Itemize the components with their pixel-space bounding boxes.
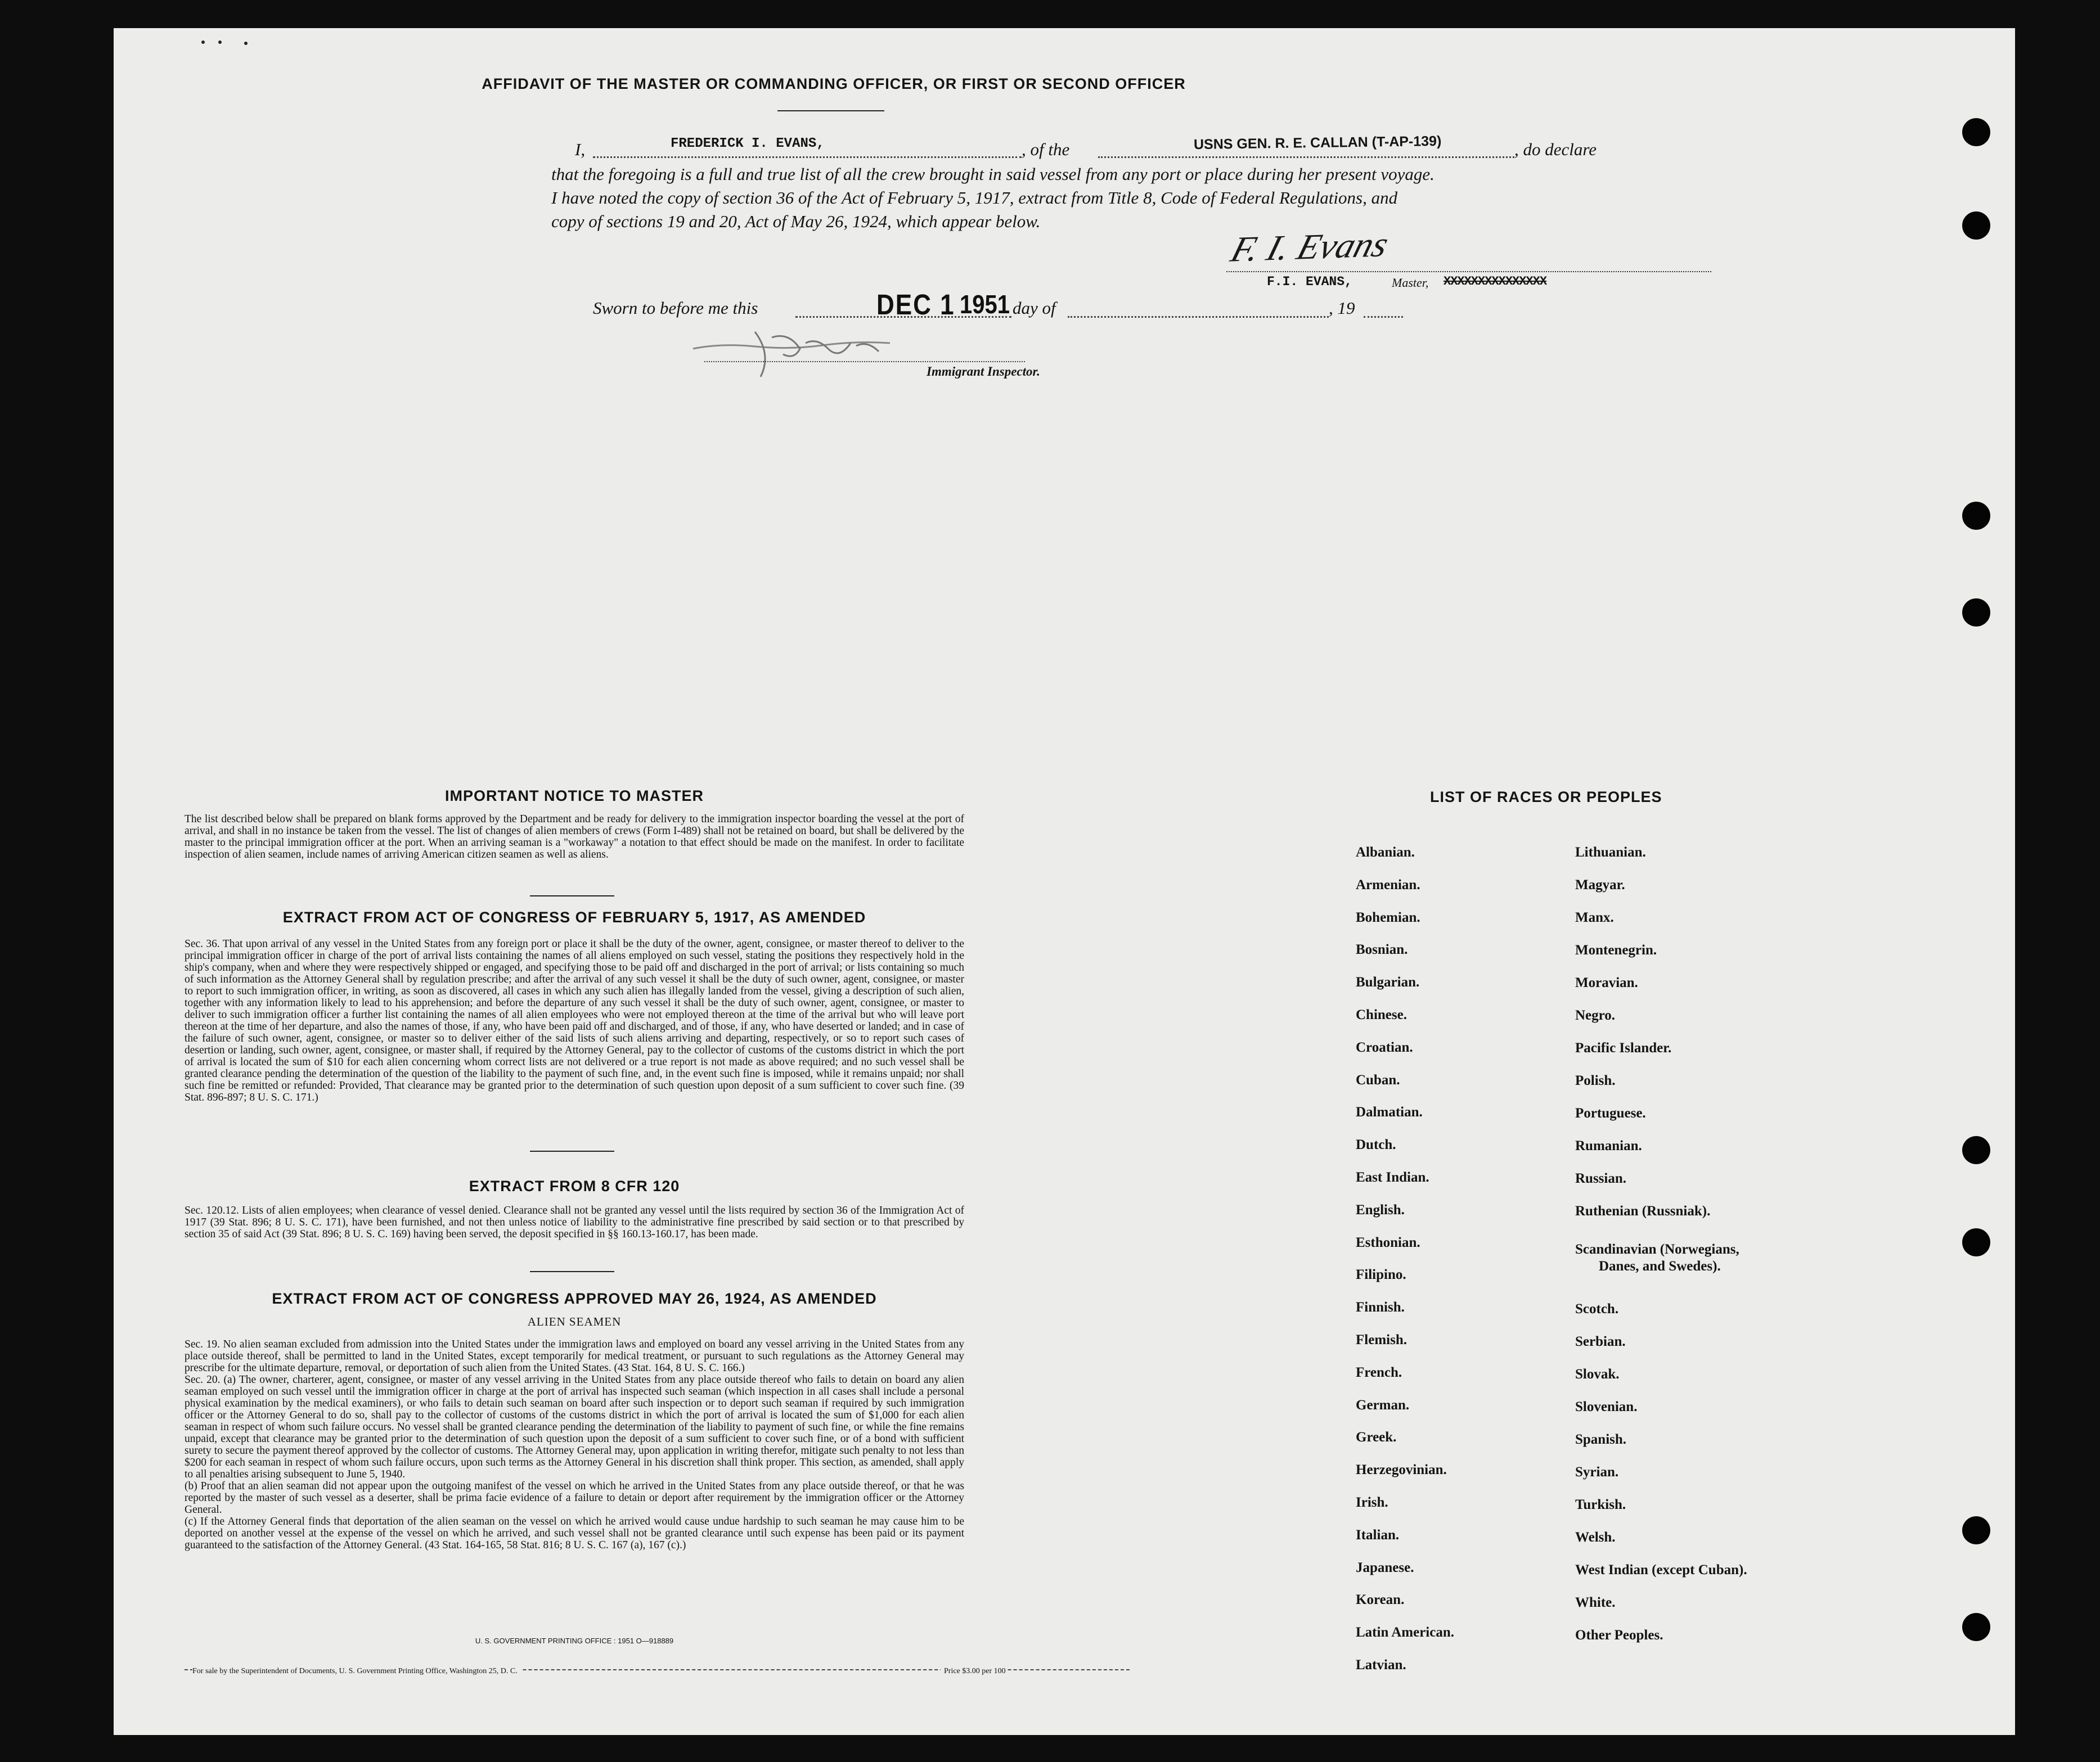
- scan-speck: [218, 40, 222, 44]
- extract-1924-text: [185, 1339, 964, 1551]
- year-line: [1364, 316, 1403, 318]
- binder-hole: [1962, 1228, 1990, 1256]
- race-item: Danes, and Swedes).: [1599, 1259, 1721, 1274]
- binder-hole: [1962, 118, 1990, 146]
- cfr-heading: EXTRACT FROM 8 CFR 120: [469, 1178, 680, 1195]
- affidavit-line-4: copy of sections 19 and 20, Act of May 26, 1924, which appear below.: [551, 211, 1041, 231]
- race-item: Rumanian.: [1575, 1138, 1642, 1153]
- race-item: Slovenian.: [1575, 1399, 1638, 1414]
- name-line: [593, 156, 1022, 158]
- notice-text: The list described below shall be prepared on blank forms approved by the Department and be ready for delivery to the immigration inspector boarding the vessel at the port of arrival, and shall in no instance be taken from the vessel. The list of changes of alien members of crews (Form I-489) shall not be retained on board, but shall be delivered by the master to the principal immigration officer at the port. When an arriving seaman is a "workaway" a notation to that effect should be made on the manifest. In order to facilitate inspection of alien seamen, include names of arriving American citizen seamen as well as aliens.: [185, 813, 964, 860]
- extract-1924-heading: EXTRACT FROM ACT OF CONGRESS APPROVED MAY 26, 1924, AS AMENDED: [272, 1290, 877, 1307]
- sec-20b-text: (b) Proof that an alien seaman did not appear upon the outgoing manifest of the vessel on which he arrived in the United States from any place outside thereof, or that he was reported by the master of such vessel as a deserter, shall be prima facie evidence of a failure to detain or deport after requirement by the immigration officer or the Attorney General.: [185, 1480, 964, 1516]
- race-item: Flemish.: [1356, 1332, 1407, 1348]
- race-item: Latin American.: [1356, 1625, 1454, 1641]
- race-item: English.: [1356, 1202, 1405, 1218]
- do-declare-label: , do declare: [1514, 139, 1597, 159]
- stamp-date: DEC 1: [876, 289, 955, 321]
- race-item: Pacific Islander.: [1575, 1040, 1672, 1056]
- scan-speck: [244, 42, 248, 45]
- signer-typed: F.I. EVANS,: [1267, 274, 1352, 289]
- affidavit-line-2: that the foregoing is a full and true list of all the crew brought in said vessel from any port or place during her present voyage.: [551, 164, 1435, 184]
- race-item: East Indian.: [1356, 1170, 1429, 1185]
- vessel-name: USNS GEN. R. E. CALLAN (T-AP-139): [1193, 133, 1442, 153]
- race-item: French.: [1356, 1364, 1402, 1380]
- notice-rule: [530, 895, 614, 896]
- binder-hole: [1962, 211, 1990, 240]
- race-item: Herzegovinian.: [1356, 1462, 1447, 1478]
- race-item: Moravian.: [1575, 975, 1638, 990]
- day-of-label: day of: [1013, 298, 1056, 318]
- alien-seamen-subheading: ALIEN SEAMEN: [527, 1315, 622, 1328]
- sec-19-text: Sec. 19. No alien seaman excluded from admission into the United States under the immigration laws and employed on board any vessel arriving in the United States from any place outside thereof, shall be permitted to land in the United States, except temporarily for medical treatment, or pursuant to such regulations as the Attorney General may prescribe for the ultimate departure, removal, or deportation of such alien from the United States. (43 Stat. 164, 8 U. S. C. 166.): [185, 1339, 964, 1374]
- master-label: Master,: [1392, 276, 1429, 290]
- race-item: Manx.: [1575, 910, 1614, 925]
- notice-heading: IMPORTANT NOTICE TO MASTER: [445, 787, 704, 804]
- cfr-text: Sec. 120.12. Lists of alien employees; when clearance of vessel denied. Clearance shall not be granted any vessel until the lists required by section 36 of the Immigration Act of 1917 (39 Stat. 896; 8 U. S. C. 171), have been furnished, and not then unless notice of liability to the administrative fine prescribed by said section or to that prescribed by section 35 of said Act (39 Stat. 896; 8 U. S. C. 169) having been served, the deposit specified in §§ 160.13-160.17, has been made.: [185, 1205, 964, 1240]
- race-item: Syrian.: [1575, 1464, 1619, 1480]
- binder-hole: [1962, 1613, 1990, 1641]
- race-item: Serbian.: [1575, 1334, 1626, 1349]
- binder-hole: [1962, 502, 1990, 530]
- race-item: Italian.: [1356, 1527, 1400, 1543]
- race-item: Dalmatian.: [1356, 1105, 1423, 1120]
- document-page: [114, 28, 2015, 1735]
- race-item: Irish.: [1356, 1495, 1388, 1510]
- binder-hole: [1962, 598, 1990, 627]
- race-item: Spanish.: [1575, 1432, 1627, 1447]
- extract-1917-heading: EXTRACT FROM ACT OF CONGRESS OF FEBRUARY 5, 1917, AS AMENDED: [282, 909, 866, 926]
- race-item: Chinese.: [1356, 1007, 1407, 1022]
- race-item: Japanese.: [1356, 1560, 1414, 1575]
- race-item: Scandinavian (Norwegians,: [1575, 1242, 1739, 1257]
- binder-hole: [1962, 1136, 1990, 1164]
- race-item: Dutch.: [1356, 1137, 1396, 1153]
- master-name: FREDERICK I. EVANS,: [671, 136, 825, 151]
- race-item: Ruthenian (Russniak).: [1575, 1204, 1711, 1219]
- race-item: West Indian (except Cuban).: [1575, 1562, 1747, 1578]
- race-item: Finnish.: [1356, 1300, 1405, 1315]
- extract-1917-rule: [530, 1151, 614, 1152]
- sec-20a-text: Sec. 20. (a) The owner, charterer, agent, consignee, or master of any vessel arriving in the United States from any place outside thereof who fails to detain on board any alien seaman employed on such vessel until the immigration officer in charge at the port of arrival has inspected such seaman (which inspection in all cases shall include a personal physical examination by the medical examiners), or who fails to detain such seaman on board after such inspection or to deport such seaman if required by such immigration officer or the Attorney General to do so, shall pay to the collector of customs of the customs district in which the port of arrival is located the sum of $1,000 for each alien seaman in respect of whom such failure occurs. No vessel shall be granted clearance pending the determination of the liability to payment of such fine, or while the fine remains unpaid, except that clearance may be granted prior to the determination of such question upon the deposit of a sum sufficient to cover such fine, or of a bond with sufficient surety to secure the payment thereof approved by the collector of customs. The Attorney General may, upon application in writing therefor, mitigate such penalty to not less than $200 for each seaman in respect of whom such failure occurs, upon such terms as the Attorney General in his discretion shall think proper. This section, as amended, shall apply to all penalties arising subsequent to June 5, 1940.: [185, 1374, 964, 1480]
- race-item: Lithuanian.: [1575, 845, 1646, 860]
- race-item: Montenegrin.: [1575, 943, 1657, 958]
- of-the-label: , of the: [1022, 139, 1070, 159]
- race-item: Turkish.: [1575, 1497, 1626, 1512]
- month-line: [1068, 316, 1329, 318]
- binder-hole: [1962, 1516, 1990, 1544]
- affidavit-title: AFFIDAVIT OF THE MASTER OR COMMANDING OFFICER, OR FIRST OR SECOND OFFICER: [482, 75, 1186, 92]
- race-item: Esthonian.: [1356, 1234, 1420, 1250]
- race-item: White.: [1575, 1595, 1616, 1610]
- sec-20c-text: (c) If the Attorney General finds that deportation of the alien seaman on the vessel on which he arrived would cause undue hardship to such seaman he may cause him to be deported on another vessel at the expense of the vessel on which he arrived, and such vessel shall not be granted clearance until such expense has been paid or its payment guaranteed to the satisfaction of the Attorney General. (43 Stat. 164-165, 58 Stat. 816; 8 U. S. C. 167 (a), 167 (c).): [185, 1516, 964, 1551]
- cfr-rule: [530, 1271, 614, 1272]
- race-item: Scotch.: [1575, 1301, 1619, 1317]
- race-item: Magyar.: [1575, 877, 1625, 893]
- race-item: Welsh.: [1575, 1530, 1616, 1545]
- stamp-year: 1951: [960, 290, 1010, 319]
- signature-rule: [1226, 271, 1711, 272]
- affidavit-line-3: I have noted the copy of section 36 of the Act of February 5, 1917, extract from Title 8, Code of Federal Regulations, and: [551, 188, 1398, 208]
- race-item: Slovak.: [1575, 1367, 1620, 1382]
- vessel-line: [1098, 156, 1514, 158]
- race-item: Korean.: [1356, 1592, 1405, 1608]
- footer-right: Price $3.00 per 100: [941, 1667, 1006, 1676]
- race-item: Portuguese.: [1575, 1106, 1646, 1121]
- title-rule: [777, 110, 884, 111]
- struck-officer-text: XXXXXXXXXXXXXXX: [1444, 274, 1547, 289]
- race-item: Greek.: [1356, 1430, 1397, 1445]
- year-prefix: , 19: [1329, 298, 1355, 318]
- race-item: Croatian.: [1356, 1039, 1413, 1055]
- master-signature: F. I. Evans: [1226, 224, 1393, 269]
- declarant-i: I,: [575, 139, 586, 159]
- race-item: Bulgarian.: [1356, 975, 1420, 990]
- scan-speck: [201, 40, 205, 44]
- inspector-line: [704, 361, 1025, 362]
- extract-1917-text: Sec. 36. That upon arrival of any vessel in the United States from any foreign port or place it shall be the duty of the owner, agent, consignee, or master thereof to deliver to the principal immigration officer in charge of the port of arrival lists containing the names of all aliens employed on such vessel, stating the positions they respectively hold in the ship's company, when and where they were respectively shipped or engaged, and specifying those to be paid off and discharged in the port of arrival; or lists containing so much of such information as the Attorney General shall by regulation prescribe; and after the arrival of any such vessel it shall be the duty of such owner, agent, consignee, or master to report to such immigration officer, in writing, as soon as discovered, all cases in which any such alien has illegally landed from the vessel, giving a description of such alien, together with any information likely to lead to his apprehension; and before the departure of any such vessel it shall be the duty of such owner, agent, consignee, or master to deliver to such immigration officer a further list containing the names of all alien employees who were not employed thereon at the time of the arrival but who will leave port thereon at the time of her departure, and also the names of those, if any, who have been paid off and discharged, and of those, if any, who have deserted or landed; and in case of the failure of such owner, agent, consignee, or master so to deliver either of the said lists of such aliens arriving and departing, respectively, or so to report such cases of desertion or landing, such owner, agent, consignee, or master shall, if required by the Attorney General, pay to the collector of customs of the customs district in which the port of arrival is located the sum of $10 for each alien concerning whom correct lists are not delivered or a true report is not made as above required; and no such vessel shall be granted clearance pending the determination of the question of the liability to the payment of such fine, and, in the event such fine is imposed, while it remains unpaid; nor shall such fine be remitted or refunded: Provided, That clearance may be granted prior to the determination of such question upon deposit of a sum sufficient to cover such fine. (39 Stat. 896-897; 8 U. S. C. 171.): [185, 938, 964, 1103]
- race-item: Other Peoples.: [1575, 1628, 1663, 1643]
- inspector-label: Immigrant Inspector.: [927, 364, 1040, 378]
- race-item: Negro.: [1575, 1008, 1616, 1023]
- race-item: Bosnian.: [1356, 942, 1408, 958]
- race-item: German.: [1356, 1397, 1410, 1413]
- race-item: Armenian.: [1356, 877, 1420, 893]
- race-item: Polish.: [1575, 1073, 1616, 1088]
- footer-left: For sale by the Superintendent of Documents, U. S. Government Printing Office, Washington 25, D. C.: [192, 1667, 521, 1676]
- inspector-signature: [687, 321, 924, 382]
- race-item: Latvian.: [1356, 1657, 1406, 1673]
- race-item: Albanian.: [1356, 845, 1415, 860]
- race-item: Russian.: [1575, 1171, 1627, 1186]
- sworn-label: Sworn to before me this: [593, 298, 758, 318]
- race-item: Cuban.: [1356, 1072, 1400, 1088]
- race-item: Filipino.: [1356, 1267, 1406, 1283]
- race-item: Bohemian.: [1356, 909, 1420, 925]
- gpo-imprint: U. S. GOVERNMENT PRINTING OFFICE : 1951 O—918889: [475, 1637, 674, 1645]
- races-heading: LIST OF RACES OR PEOPLES: [1430, 788, 1662, 805]
